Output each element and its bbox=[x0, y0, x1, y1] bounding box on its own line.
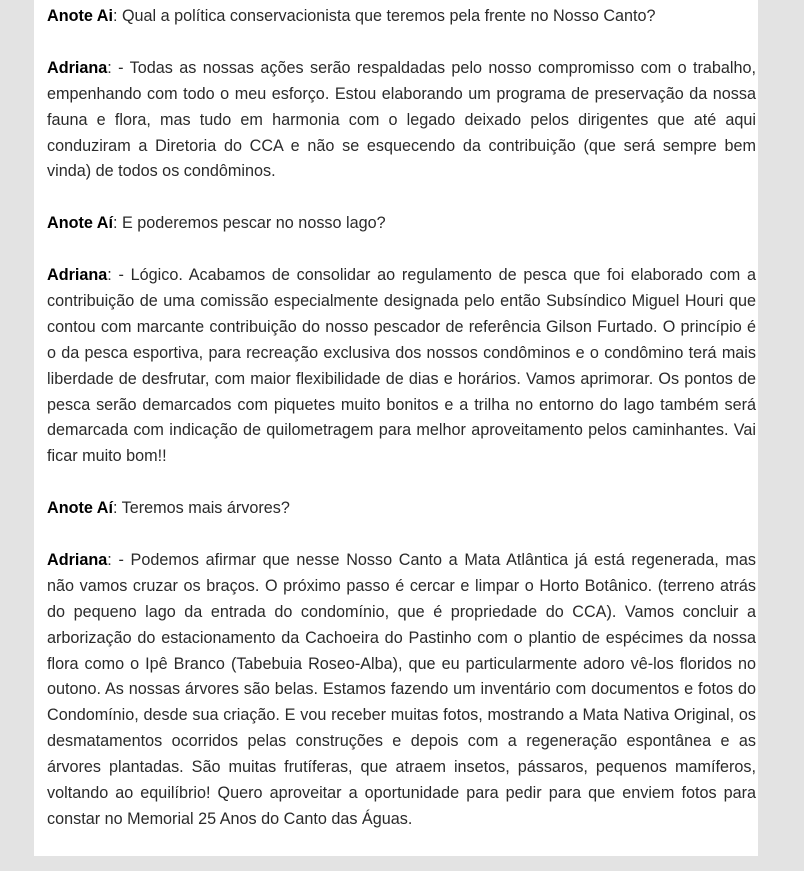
question-paragraph bbox=[47, 496, 756, 522]
speaker-name: Anote Aí bbox=[47, 214, 113, 233]
speaker-name: Adriana bbox=[47, 58, 108, 77]
answer-paragraph bbox=[47, 263, 756, 470]
answer-paragraph bbox=[47, 56, 756, 186]
answer-paragraph bbox=[47, 548, 756, 833]
paragraph-text: : E poderemos pescar no nosso lago? bbox=[112, 214, 386, 233]
paragraph-text: : - Todas as nossas ações serão respaldadas pelo nosso compromisso com o trabalho, empenhando com todo o meu esforço. Estou elaborando um programa de preservação da nossa fauna e flora, mas tudo em harmonia com o legado deixado pelos dirigentes que até aqui conduziram a Diretoria do CCA e não se esquecendo da contribuição (que será sempre bem vinda) de todos os condôminos. bbox=[47, 58, 756, 181]
paragraph-text: : Teremos mais árvores? bbox=[112, 499, 290, 518]
question-paragraph bbox=[47, 211, 756, 237]
speaker-name: Anote Ai bbox=[47, 7, 113, 25]
speaker-name: Adriana bbox=[47, 266, 108, 285]
paragraph-text: : - Lógico. Acabamos de consolidar ao regulamento de pesca que foi elaborado com a contribuição de uma comissão especialmente designada pelo então Subsíndico Miguel Houri que contou com marcante contribuição do nosso pescador de referência Gilson Furtado. O princípio é o da pesca esportiva, para recreação exclusiva dos nossos condôminos e o condômino terá mais liberdade de desfrutar, com maior flexibilidade de dias e horários. Vamos aprimorar. Os pontos de pesca serão demarcados com piquetes muito bonitos e a trilha no entorno do lago também será demarcada com indicação de quilometragem para melhor aproveitamento pelos caminhantes. Vai ficar muito bom!! bbox=[47, 266, 756, 466]
paragraph-text: : - Podemos afirmar que nesse Nosso Canto a Mata Atlântica já está regenerada, mas não vamos cruzar os braços. O próximo passo é cercar e limpar o Horto Botânico. (terreno atrás do pequeno lago da entrada do condomínio, que é propriedade do CCA). Vamos concluir a arborização do estacionamento da Cachoeira do Pastinho com o plantio de espécimes da nossa flora como o Ipê Branco (Tabebuia Roseo-Alba), que eu particularmente adoro vê-los floridos no outono. As nossas árvores são belas. Estamos fazendo um inventário com documentos e fotos do Condomínio, desde sua criação. E vou receber muitas fotos, mostrando a Mata Nativa Original, os desmatamentos ocorridos pelas construções e depois com a regeneração espontânea e as árvores plantadas. São muitas frutíferas, que atraem insetos, pássaros, pequenos mamíferos, voltando ao equilíbrio! Quero aproveitar a oportunidade para pedir para que enviem fotos para constar no Memorial 25 Anos do Canto das Águas. bbox=[47, 550, 756, 829]
question-paragraph bbox=[47, 4, 756, 30]
speaker-name: Adriana bbox=[47, 550, 108, 569]
speaker-name: Anote Aí bbox=[47, 499, 113, 518]
document-page bbox=[34, 0, 758, 856]
paragraph-text: : Qual a política conservacionista que teremos pela frente no Nosso Canto? bbox=[112, 7, 656, 25]
interview-text bbox=[47, 4, 756, 833]
